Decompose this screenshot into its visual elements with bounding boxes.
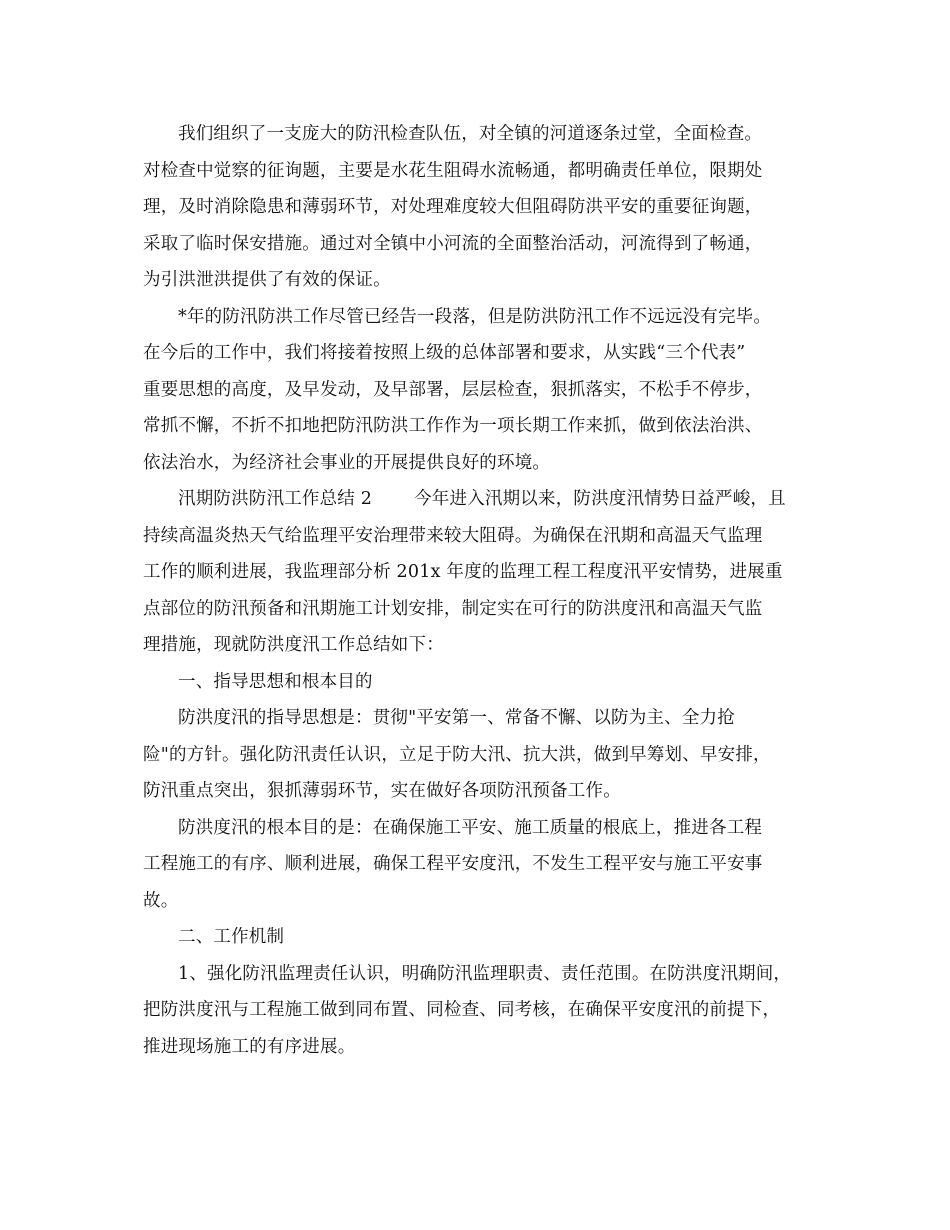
text-line: 重要思想的高度，及早发动，及早部署，层层检查，狠抓落实，不松手不停步， [143,379,763,400]
text-line: 理措施，现就防洪度汛工作总结如下： [143,635,444,655]
text-line: 1、强化防汛监理责任认识，明确防汛监理职责、责任范围。在防洪度汛期间， [178,963,792,984]
text-line: 工作的顺利进展，我监理部分析 201x 年度的监理工程工程度汛平安情势，进展重 [143,562,783,582]
text-line: 我们组织了一支庞大的防汛检查队伍，对全镇的河道逐条过堂，全面检查。 [178,124,763,144]
text-line: 依法治水，为经济社会事业的开展提供良好的环境。 [143,452,551,473]
subheading-line: 一、指导思想和根本目的 [178,671,373,692]
text-line: 在今后的工作中，我们将接着按照上级的总体部署和要求，从实践“三个代表” [143,343,746,363]
text-line: 推进现场施工的有序进展。 [143,1036,356,1057]
text-line: 把防洪度汛与工程施工做到同布置、同检查、同考核，在确保平安度汛的前提下， [143,1000,781,1020]
text-line: 为引洪泄洪提供了有效的保证。 [143,270,391,290]
text-line: 点部位的防汛预备和汛期施工计划安排，制定实在可行的防洪度汛和高温天气监 [143,598,763,619]
text-line: 持续高温炎热天气给监理平安治理带来较大阻碍。为确保在汛期和高温天气监理 [143,525,763,546]
text-line: 险"的方针。强化防汛责任认识，立足于防大汛、抗大洪，做到早筹划、早安排， [143,744,771,765]
text-line: 采取了临时保安措施。通过对全镇中小河流的全面整治活动，河流得到了畅通， [143,233,763,254]
text-line: 防洪度汛的指导思想是：贯彻"平安第一、常备不懈、以防为主、全力抢 [178,708,735,728]
text-line: 对检查中觉察的征询题，主要是水花生阻碍水流畅通，都明确责任单位，限期处 [143,160,763,181]
text-line: 常抓不懈，不折不扣地把防汛防洪工作作为一项长期工作来抓，做到依法治洪、 [143,416,763,436]
subheading-line: 二、工作机制 [178,927,285,947]
text-line: 工程施工的有序、顺利进展，确保工程平安度汛，不发生工程平安与施工平安事 [143,854,763,874]
document-body [143,116,823,1065]
text-line: 防洪度汛的根本目的是：在确保施工平安、施工质量的根底上，推进各工程 [178,817,763,838]
section-title: 汛期防洪防汛工作总结 2 [178,489,373,509]
text-line: 故。 [143,890,179,911]
section-heading-line [143,481,823,518]
text-segment: 今年进入汛期以来，防洪度汛情势日益严峻，且 [414,489,786,509]
text-line: 防汛重点突出，狠抓薄弱环节，实在做好各项防汛预备工作。 [143,781,621,801]
text-line: *年的防汛防洪工作尽管已经告一段落，但是防洪防汛工作不远远没有完毕。 [178,306,772,327]
text-line: 理，及时消除隐患和薄弱环节，对处理难度较大但阻碍防洪平安的重要征询题， [143,197,763,217]
